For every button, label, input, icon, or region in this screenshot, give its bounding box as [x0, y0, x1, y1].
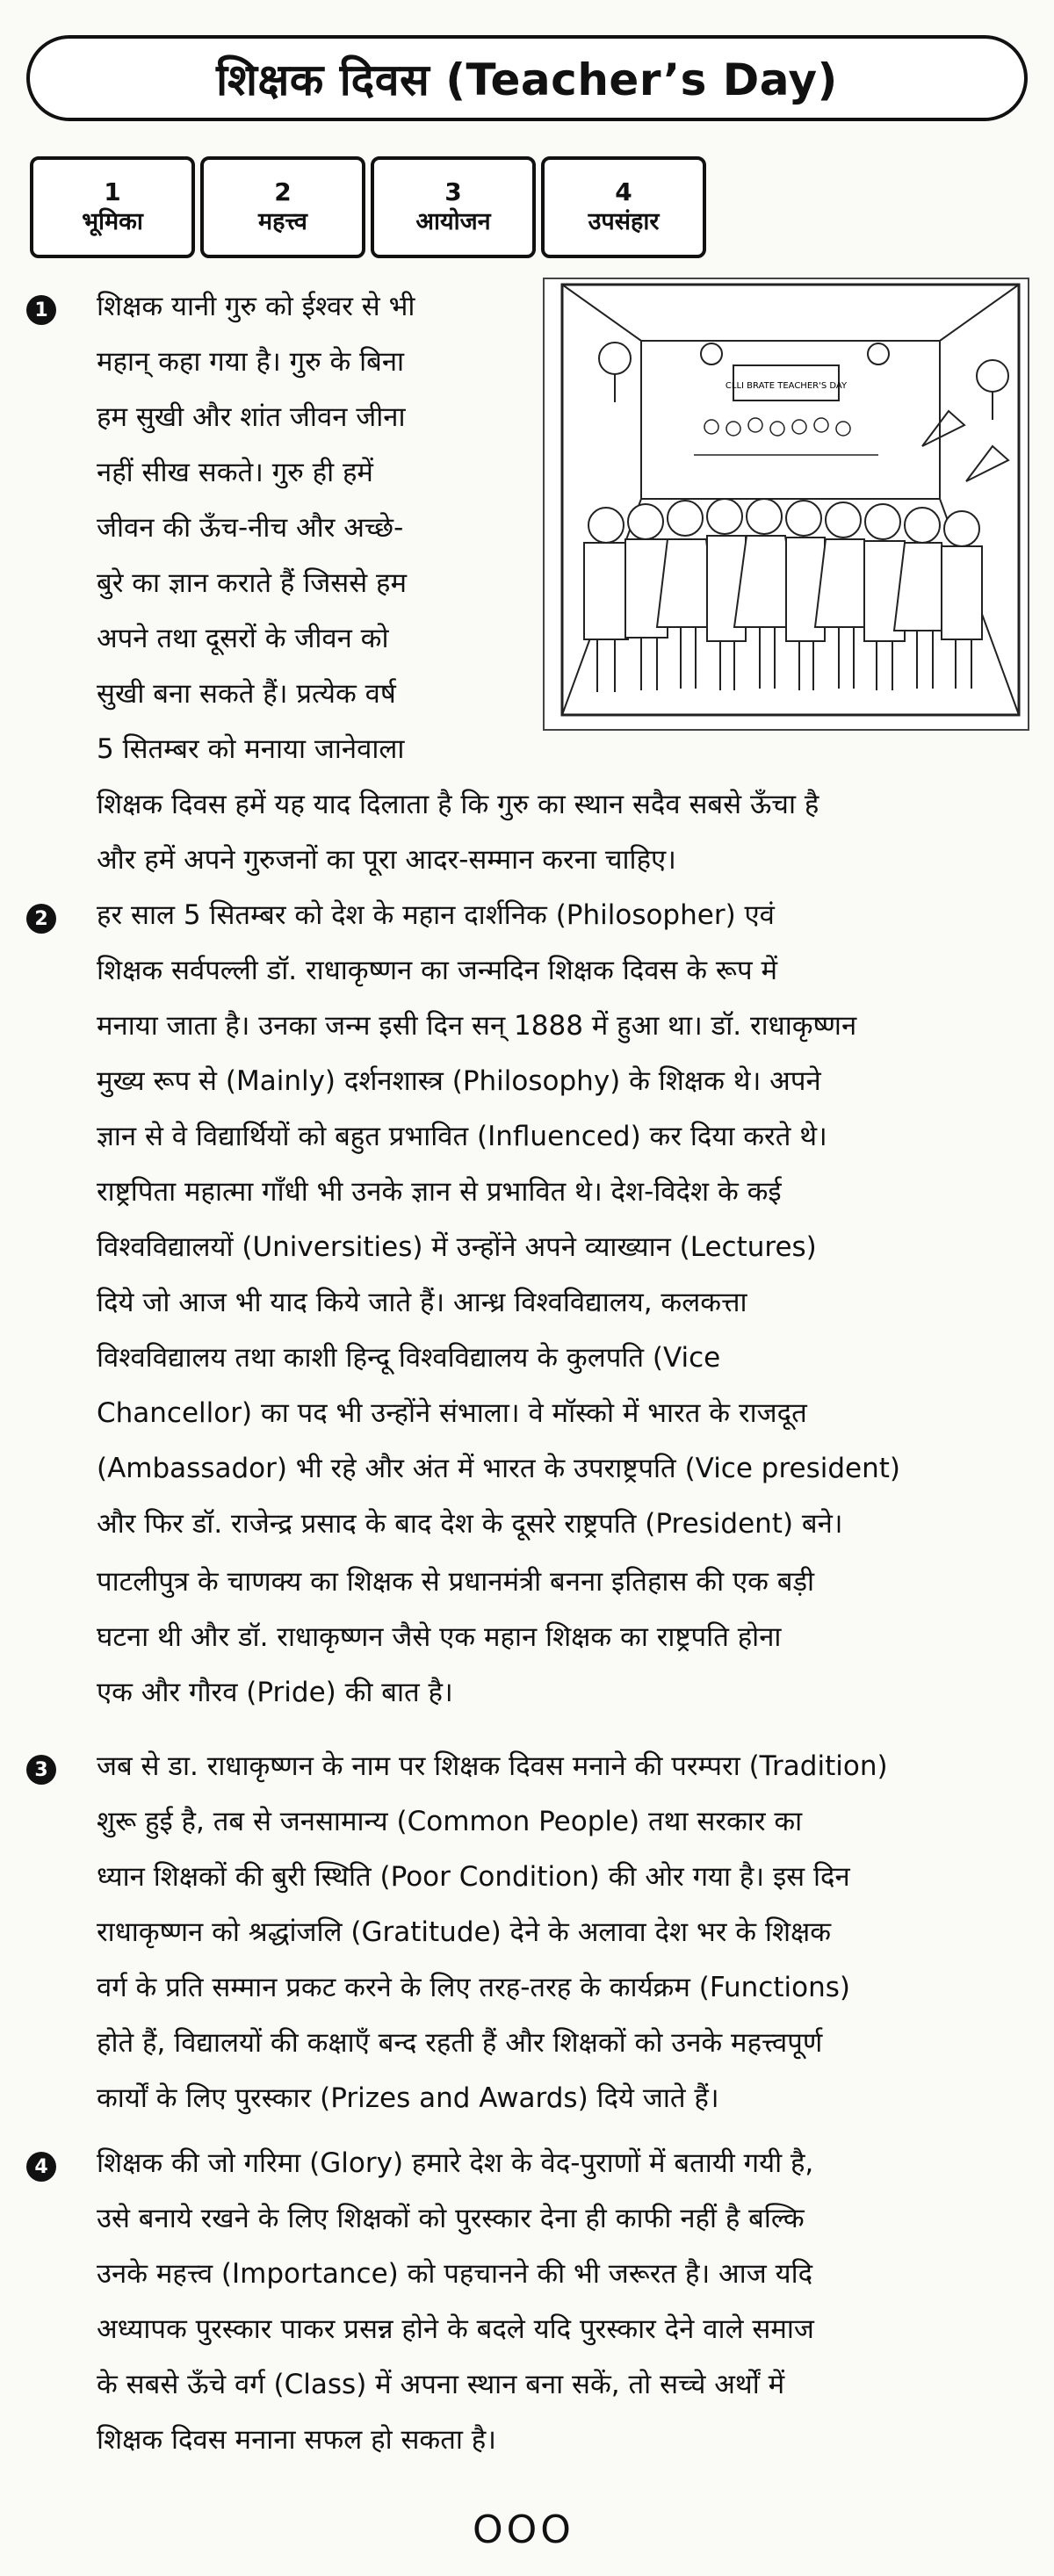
text-line: घटना थी और डॉ. राधाकृष्णन जैसे एक महान शिक्षक का राष्ट्रपति होना	[97, 1621, 782, 1653]
paragraph-marker-4: 4	[26, 2152, 56, 2182]
paragraph-marker-2: 2	[26, 904, 56, 934]
text-line: और फिर डॉ. राजेन्द्र प्रसाद के बाद देश के दूसरे राष्ट्रपति (President) बने।	[97, 1508, 843, 1540]
outline-label: महत्त्व	[258, 208, 307, 236]
outline-number: 1	[104, 177, 121, 206]
text-line: वर्ग के प्रति सम्मान प्रकट करने के लिए तरह-तरह के कार्यक्रम (Functions)	[97, 1972, 850, 2003]
stage-banner-text: CLLI BRATE TEACHER'S DAY	[725, 381, 848, 391]
text-line: शिक्षक की जो गरिमा (Glory) हमारे देश के वेद-पुराणों में बतायी गयी है,	[97, 2147, 814, 2179]
text-line: (Ambassador) भी रहे और अंत में भारत के उपराष्ट्रपति (Vice president)	[97, 1453, 901, 1484]
text-line: होते हैं, विद्यालयों की कक्षाएँ बन्द रहती हैं और शिक्षकों को उनके महत्त्वपूर्ण	[97, 2027, 823, 2059]
text-line: मनाया जाता है। उनका जन्म इसी दिन सन् 1888 में हुआ था। डॉ. राधाकृष्णन	[97, 1010, 857, 1042]
text-line: के सबसे ऊँचे वर्ग (Class) में अपना स्थान बना सकें, तो सच्चे अर्थों में	[97, 2369, 785, 2400]
outline-boxes	[30, 156, 711, 258]
text-line: हर साल 5 सितम्बर को देश के महान दार्शनिक (Philosopher) एवं	[97, 899, 775, 931]
text-line: पाटलीपुत्र के चाणक्य का शिक्षक से प्रधानमंत्री बनना इतिहास की एक बड़ी	[97, 1566, 815, 1598]
text-line: अध्यापक पुरस्कार पाकर प्रसन्न होने के बदले यदि पुरस्कार देने वाले समाज	[97, 2313, 814, 2345]
paragraph-3-celebration	[97, 1739, 1029, 2126]
text-line: शुरू हुई है, तब से जनसामान्य (Common People) तथा सरकार का	[97, 1806, 803, 1837]
text-line: विश्वविद्यालयों (Universities) में उन्होंने अपने व्याख्यान (Lectures)	[97, 1231, 817, 1263]
text-line: शिक्षक दिवस हमें यह याद दिलाता है कि गुरु का स्थान सदैव सबसे ऊँचा है	[97, 789, 819, 820]
text-line: विश्वविद्यालय तथा काशी हिन्दू विश्वविद्यालय के कुलपति (Vice	[97, 1342, 721, 1374]
text-line: हम सुखी और शांत जीवन जीना	[97, 401, 406, 433]
text-line: उसे बनाये रखने के लिए शिक्षकों को पुरस्कार देना ही काफी नहीं है बल्कि	[97, 2203, 805, 2234]
text-line: शिक्षक सर्वपल्ली डॉ. राधाकृष्णन का जन्मदिन शिक्षक दिवस के रूप में	[97, 955, 777, 986]
outline-number: 4	[615, 177, 632, 206]
outline-number: 2	[274, 177, 292, 206]
text-line: कार्यों के लिए पुरस्कार (Prizes and Awards) दिये जाते हैं।	[97, 2082, 719, 2114]
teachers-day-illustration	[543, 278, 1029, 731]
text-line: एक और गौरव (Pride) की बात है।	[97, 1677, 453, 1708]
text-line: शिक्षक यानी गुरु को ईश्वर से भी	[97, 291, 415, 322]
paragraph-marker-1: 1	[26, 295, 56, 325]
paragraph-2-importance	[97, 888, 1029, 1552]
text-line: बुरे का ज्ञान कराते हैं जिससे हम	[97, 567, 408, 599]
outline-label: आयोजन	[415, 208, 491, 236]
text-line: सुखी बना सकते हैं। प्रत्येक वर्ष	[97, 678, 396, 710]
outline-label: उपसंहार	[588, 208, 660, 236]
text-line: जीवन की ऊँच-नीच और अच्छे-	[97, 512, 404, 544]
text-line: दिये जो आज भी याद किये जाते हैं। आन्ध्र विश्वविद्यालय, कलकत्ता	[97, 1287, 747, 1318]
text-line: Chancellor) का पद भी उन्होंने संभाला। वे मॉस्को में भारत के राजदूत	[97, 1397, 807, 1429]
outline-label: भूमिका	[82, 208, 143, 236]
title-banner	[26, 35, 1028, 121]
outline-box-3	[371, 156, 536, 258]
students-stage-drawing	[545, 279, 1028, 729]
text-line: और हमें अपने गुरुजनों का पूरा आदर-सम्मान करना चाहिए।	[97, 844, 676, 876]
paragraph-marker-3: 3	[26, 1755, 56, 1785]
text-line: ध्यान शिक्षकों की बुरी स्थिति (Poor Condition) की ओर गया है। इस दिन	[97, 1861, 850, 1893]
page-title: शिक्षक दिवस (Teacher’s Day)	[216, 54, 838, 105]
text-line: उनके महत्त्व (Importance) को पहचानने की भी जरूरत है। आज यदि	[97, 2258, 813, 2290]
end-mark: OOO	[473, 2507, 574, 2552]
paragraph-4-conclusion	[97, 2136, 1029, 2468]
text-line: 5 सितम्बर को मनाया जानेवाला	[97, 733, 405, 765]
text-line: अपने तथा दूसरों के जीवन को	[97, 623, 389, 654]
text-line: नहीं सीख सकते। गुरु ही हमें	[97, 457, 373, 488]
paragraph-2-continued	[97, 1555, 1029, 1721]
outline-box-4	[541, 156, 706, 258]
text-line: महान् कहा गया है। गुरु के बिना	[97, 346, 405, 378]
text-line: मुख्य रूप से (Mainly) दर्शनशास्त्र (Philosophy) के शिक्षक थे। अपने	[97, 1065, 821, 1097]
text-line: राधाकृष्णन को श्रद्धांजलि (Gratitude) देने के अलावा देश भर के शिक्षक	[97, 1916, 832, 1948]
paragraph-1-continued	[97, 777, 1029, 888]
outline-box-2	[200, 156, 365, 258]
text-line: जब से डा. राधाकृष्णन के नाम पर शिक्षक दिवस मनाने की परम्परा (Tradition)	[97, 1750, 888, 1782]
outline-number: 3	[444, 177, 462, 206]
text-line: शिक्षक दिवस मनाना सफल हो सकता है।	[97, 2424, 496, 2456]
text-line: राष्ट्रपिता महात्मा गाँधी भी उनके ज्ञान से प्रभावित थे। देश-विदेश के कई	[97, 1176, 782, 1208]
paragraph-1-intro	[97, 279, 527, 777]
outline-box-1	[30, 156, 195, 258]
text-line: ज्ञान से वे विद्यार्थियों को बहुत प्रभावित (Influenced) कर दिया करते थे।	[97, 1121, 827, 1152]
